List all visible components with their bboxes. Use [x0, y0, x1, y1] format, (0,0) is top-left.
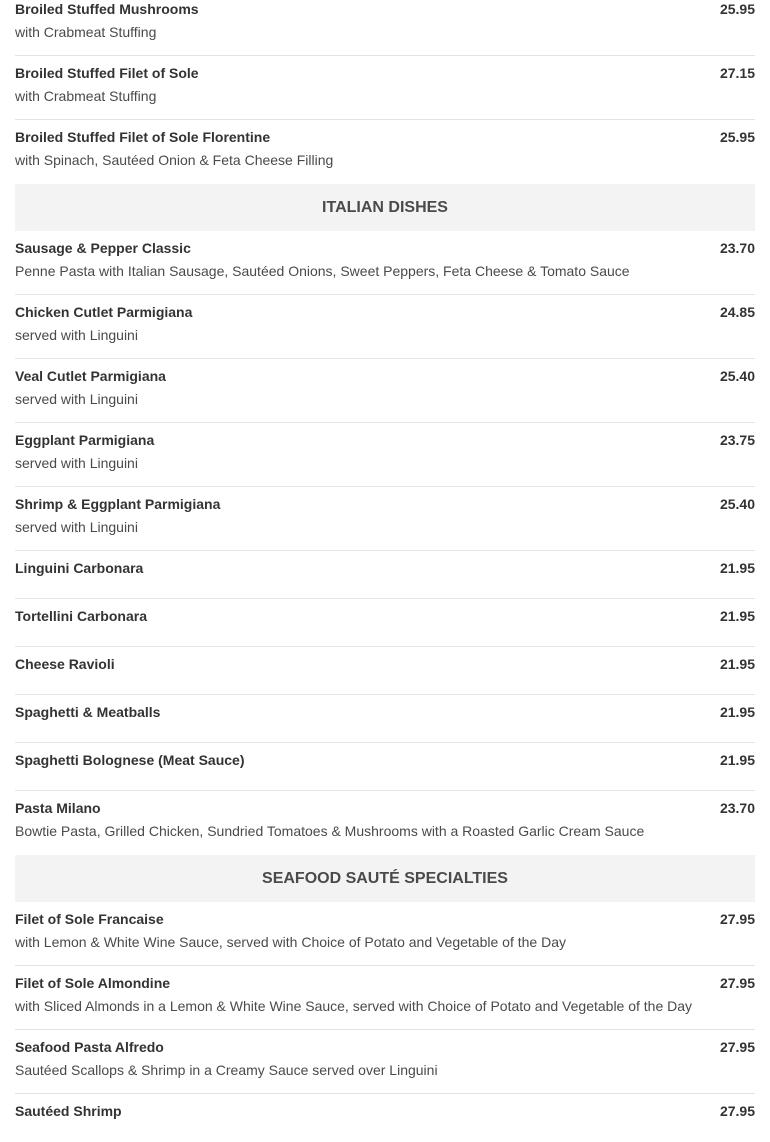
item-name: Sausage & Pepper Classic [15, 240, 191, 256]
item-description: served with Linguini [15, 327, 138, 343]
menu-item[interactable] [15, 902, 755, 966]
item-description: with Lemon & White Wine Sauce, served with Choice of Potato and Vegetable of the Day [15, 934, 566, 950]
item-price: 23.70 [719, 800, 755, 816]
item-name: Eggplant Parmigiana [15, 432, 155, 448]
item-name: Spaghetti & Meatballs [15, 704, 161, 720]
menu-item[interactable] [15, 487, 755, 551]
menu-item[interactable] [15, 791, 755, 855]
item-price: 21.95 [719, 752, 755, 768]
item-price: 27.95 [719, 1103, 755, 1119]
item-name: Filet of Sole Francaise [15, 911, 164, 927]
section-header-seafood: SEAFOOD SAUTÉ SPECIALTIES [15, 855, 755, 902]
item-description: with Spinach, Sautéed Onion & Feta Cheese Filling [15, 152, 334, 168]
menu-item[interactable] [15, 599, 755, 647]
item-name: Cheese Ravioli [15, 656, 115, 672]
menu-list [15, 0, 755, 1142]
item-name: Broiled Stuffed Filet of Sole Florentine [15, 129, 271, 145]
item-price: 23.75 [719, 432, 755, 448]
item-name: Broiled Stuffed Filet of Sole [15, 65, 199, 81]
item-description: with Crabmeat Stuffing [15, 88, 157, 104]
menu-item[interactable] [15, 1030, 755, 1094]
seafood-items-group [15, 902, 755, 1142]
item-description: served with Linguini [15, 519, 138, 535]
item-name: Filet of Sole Almondine [15, 975, 171, 991]
menu-item[interactable] [15, 231, 755, 295]
item-name: Pasta Milano [15, 800, 101, 816]
menu-item[interactable] [15, 56, 755, 120]
section-header-italian: ITALIAN DISHES [15, 184, 755, 231]
menu-item[interactable] [15, 647, 755, 695]
item-description: Penne Pasta with Italian Sausage, Sautéed Onions, Sweet Peppers, Feta Cheese & Tomato Sauce [15, 263, 630, 279]
item-price: 27.15 [719, 65, 755, 81]
menu-item[interactable] [15, 359, 755, 423]
item-name: Linguini Carbonara [15, 560, 144, 576]
item-price: 27.95 [719, 911, 755, 927]
item-price: 24.85 [719, 304, 755, 320]
item-price: 25.95 [719, 1, 755, 17]
item-description: Sautéed Scallops & Shrimp in a Creamy Sauce served over Linguini [15, 1062, 438, 1078]
item-name: Veal Cutlet Parmigiana [15, 368, 166, 384]
item-price: 27.95 [719, 1039, 755, 1055]
menu-item[interactable] [15, 551, 755, 599]
item-name: Shrimp & Eggplant Parmigiana [15, 496, 221, 512]
item-name: Spaghetti Bolognese (Meat Sauce) [15, 752, 245, 768]
item-name: Sautéed Shrimp [15, 1103, 122, 1119]
menu-item[interactable] [15, 966, 755, 1030]
item-name: Broiled Stuffed Mushrooms [15, 1, 199, 17]
menu-item[interactable] [15, 120, 755, 184]
item-price: 25.40 [719, 496, 755, 512]
item-description: with Sliced Almonds in a Lemon & White Wine Sauce, served with Choice of Potato and Vegetable of the Day [15, 998, 693, 1014]
item-price: 21.95 [719, 560, 755, 576]
item-name: Tortellini Carbonara [15, 608, 147, 624]
item-price: 27.95 [719, 975, 755, 991]
item-name: Chicken Cutlet Parmigiana [15, 304, 193, 320]
top-items-group [15, 0, 755, 184]
item-price: 25.95 [719, 129, 755, 145]
item-price: 23.70 [719, 240, 755, 256]
menu-item[interactable] [15, 423, 755, 487]
item-description: with Crabmeat Stuffing [15, 24, 157, 40]
item-name: Seafood Pasta Alfredo [15, 1039, 164, 1055]
menu-item[interactable] [15, 743, 755, 791]
menu-item[interactable] [15, 695, 755, 743]
item-price: 21.95 [719, 656, 755, 672]
item-price: 25.40 [719, 368, 755, 384]
item-description: served with Linguini [15, 391, 138, 407]
item-description: served with Linguini [15, 455, 138, 471]
menu-item[interactable] [15, 295, 755, 359]
italian-items-group [15, 231, 755, 855]
item-price: 21.95 [719, 608, 755, 624]
item-price: 21.95 [719, 704, 755, 720]
menu-item[interactable] [15, 0, 755, 56]
item-description: Bowtie Pasta, Grilled Chicken, Sundried Tomatoes & Mushrooms with a Roasted Garlic Cream Sauce [15, 823, 645, 839]
